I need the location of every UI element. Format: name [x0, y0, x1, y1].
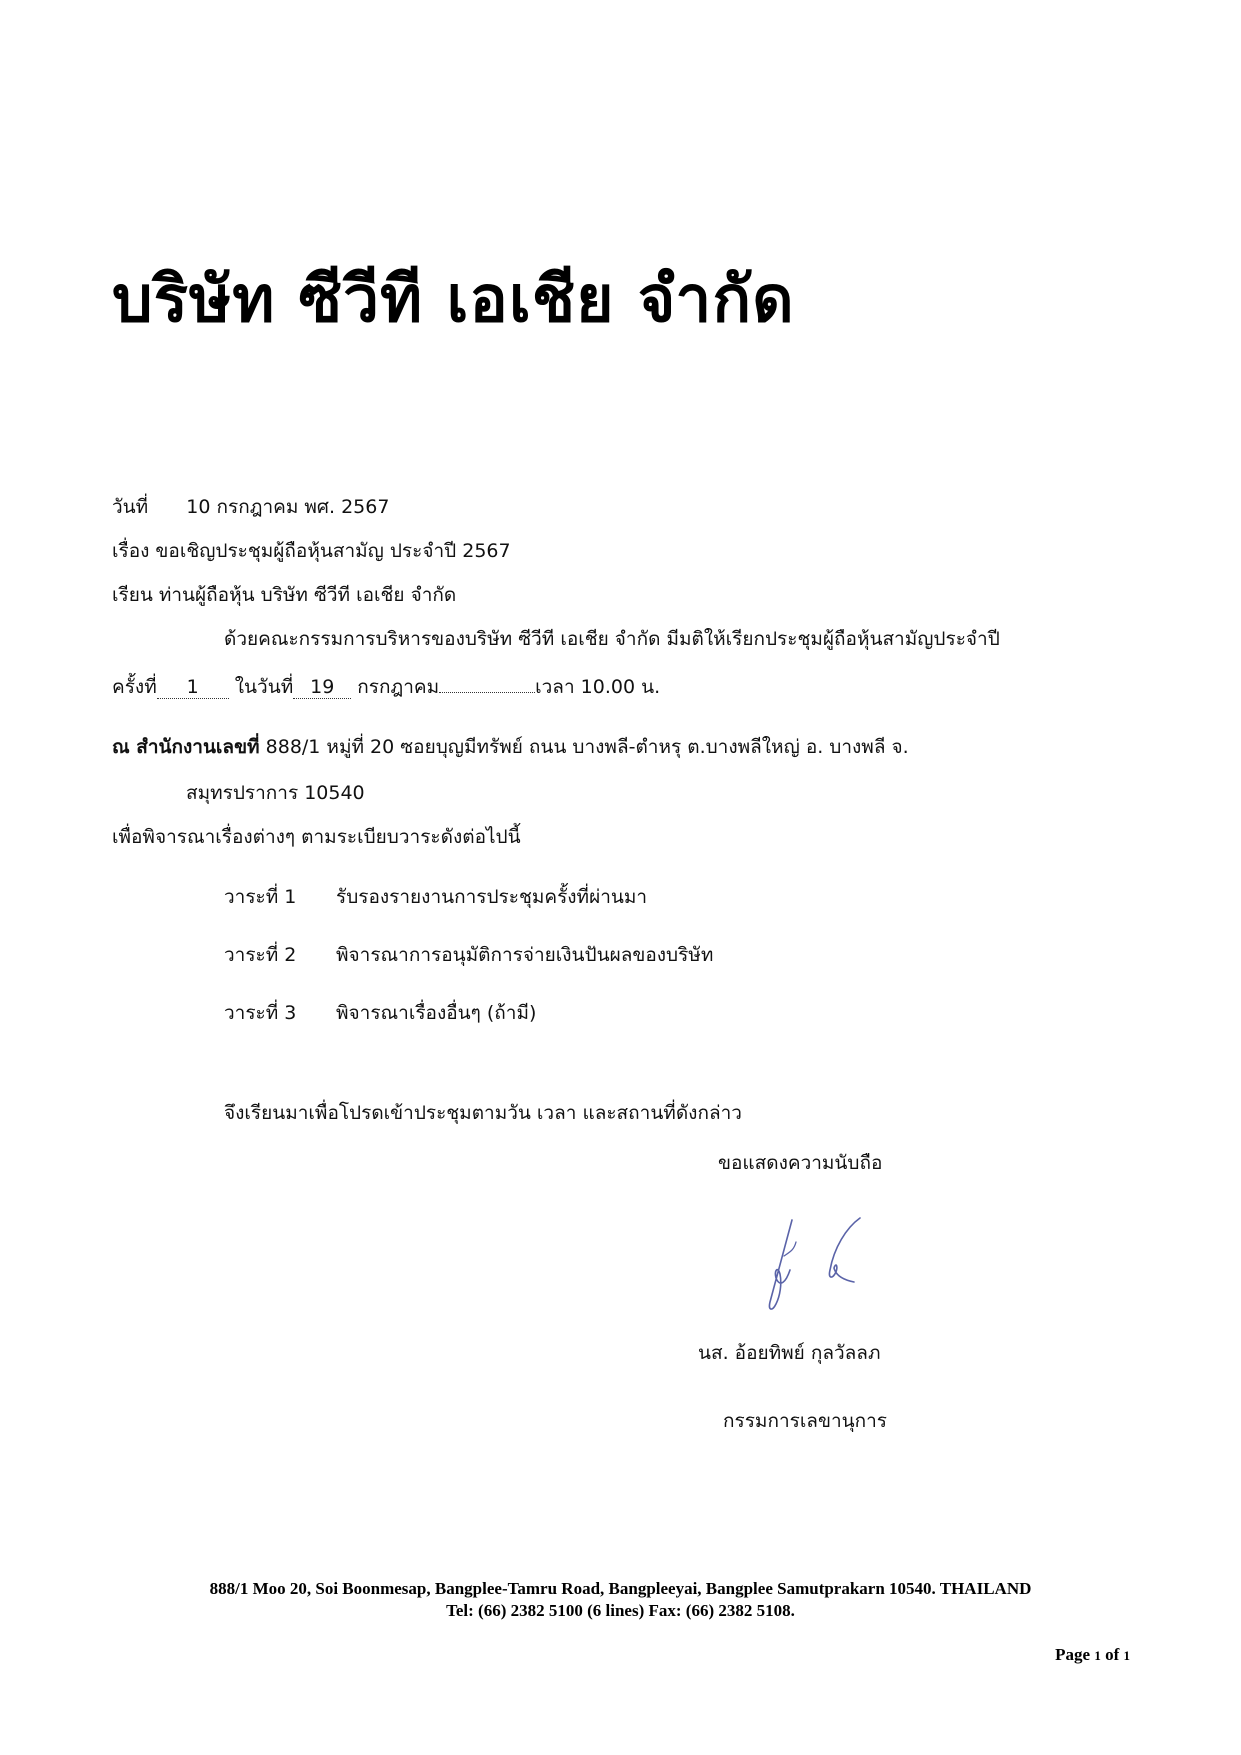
body-paragraph-line1: ด้วยคณะกรรมการบริหารของบริษัท ซีวีที เอเชีย จำกัด มีมติให้เรียกประชุมผู้ถือหุ้นสามัญประจำปี: [224, 628, 1000, 650]
meeting-month-filler: [439, 692, 535, 693]
page-total: 1: [1123, 1648, 1130, 1663]
agenda-item-label: วาระที่ 1: [224, 886, 297, 908]
venue-address: 888/1 หมู่ที่ 20 ซอยบุญมีทรัพย์ ถนน บางพลี-ตำหรุ ต.บางพลีใหญ่ อ. บางพลี จ.: [265, 736, 909, 758]
date-label: วันที่: [112, 496, 149, 518]
agenda-intro: เพื่อพิจารณาเรื่องต่างๆ ตามระเบียบวาระดังต่อไปนี้: [112, 826, 521, 848]
meeting-month-value: กรกฎาคม: [357, 676, 440, 698]
agenda-item: [224, 1002, 536, 1025]
page-current: 1: [1094, 1648, 1101, 1663]
meeting-no-label: ครั้งที่: [112, 676, 157, 698]
footer-address: 888/1 Moo 20, Soi Boonmesap, Bangplee-Tamru Road, Bangpleeyai, Bangplee Samutprakarn 10540. THAILAND: [209, 1579, 1032, 1598]
agenda-item-text: รับรองรายงานการประชุมครั้งที่ผ่านมา: [336, 886, 648, 908]
company-name: บริษัท ซีวีที เอเชีย จำกัด: [112, 262, 795, 337]
meeting-day-label: ในวันที่: [234, 676, 294, 698]
signatory-title: กรรมการเลขานุการ: [723, 1410, 887, 1432]
subject-line: เรื่อง ขอเชิญประชุมผู้ถือหุ้นสามัญ ประจำปี 2567: [112, 540, 511, 562]
meeting-time: เวลา 10.00 น.: [535, 676, 661, 698]
date-line: [112, 496, 389, 519]
agenda-item-text: พิจารณาเรื่องอื่นๆ (ถ้ามี): [336, 1002, 537, 1024]
agenda-item: [224, 886, 647, 909]
signatory-name: นส. อ้อยทิพย์ กุลวัลลภ: [698, 1342, 881, 1364]
signature-image: [750, 1212, 870, 1318]
recipient-line: เรียน ท่านผู้ถือหุ้น บริษัท ซีวีที เอเชีย จำกัด: [112, 584, 457, 606]
venue-address-continued: สมุทรปราการ 10540: [186, 782, 365, 804]
agenda-item-label: วาระที่ 3: [224, 1002, 297, 1024]
page-label: Page: [1055, 1645, 1091, 1664]
agenda-item: [224, 944, 713, 967]
agenda-item-label: วาระที่ 2: [224, 944, 297, 966]
agenda-item-text: พิจารณาการอนุมัติการจ่ายเงินปันผลของบริษัท: [336, 944, 714, 966]
regards-line: ขอแสดงความนับถือ: [718, 1152, 883, 1174]
venue-label: ณ สำนักงานเลขที่: [112, 736, 260, 758]
meeting-day-value: 19: [293, 677, 351, 699]
date-value: 10 กรกฎาคม พศ. 2567: [186, 496, 390, 518]
venue-line: [112, 736, 909, 759]
meeting-no-value: 1: [157, 677, 229, 699]
closing-line: จึงเรียนมาเพื่อโปรดเข้าประชุมตามวัน เวลา และสถานที่ดังกล่าว: [224, 1102, 742, 1124]
footer-contact: Tel: (66) 2382 5100 (6 lines) Fax: (66) 2382 5108.: [446, 1601, 795, 1620]
page-number: [1055, 1645, 1130, 1665]
page-of-label: of: [1105, 1645, 1120, 1664]
meeting-details-line: [112, 676, 660, 699]
